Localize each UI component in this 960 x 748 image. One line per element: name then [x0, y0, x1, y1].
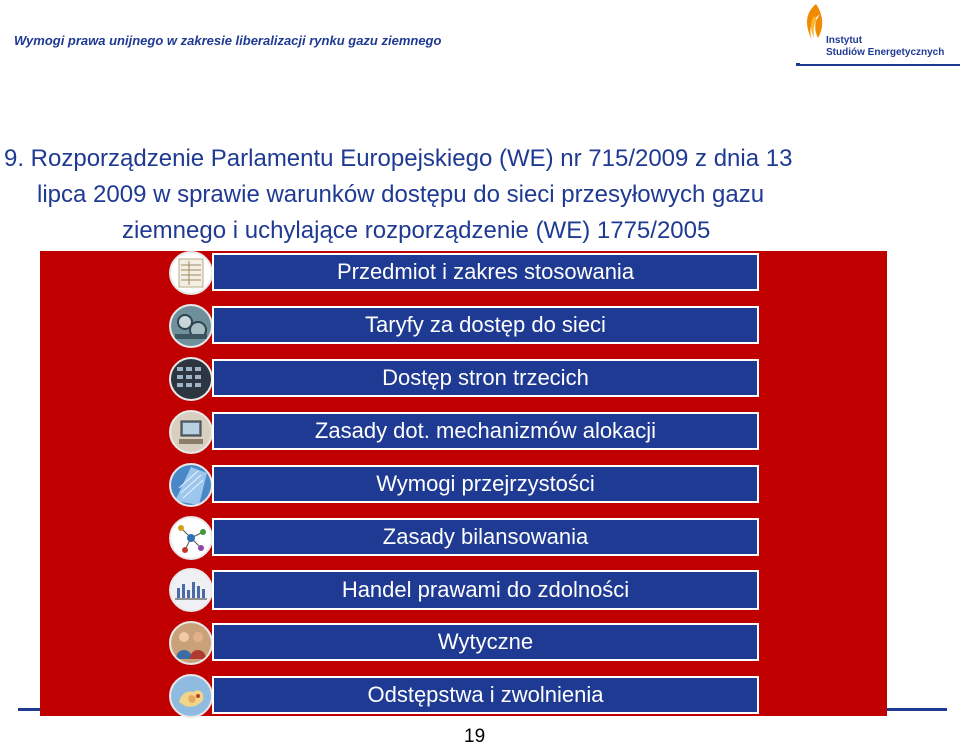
item-bar: Taryfy za dostęp do sieci — [212, 306, 759, 344]
item-bar: Przedmiot i zakres stosowania — [212, 253, 759, 291]
pipes-icon — [169, 304, 213, 348]
presentation-header-title: Wymogi prawa unijnego w zakresie liberalizacji rynku gazu ziemnego — [14, 33, 442, 48]
item-bar: Wymogi przejrzystości — [212, 465, 759, 503]
item-bar: Wytyczne — [212, 623, 759, 661]
europe-map-icon — [169, 674, 213, 718]
institute-logo — [798, 0, 948, 62]
item-bar: Handel prawami do zdolności — [212, 570, 759, 610]
list-item — [0, 674, 960, 724]
slide-title-line-2: lipca 2009 w sprawie warunków dostępu do sieci przesyłowych gazu — [37, 181, 765, 208]
list-item — [0, 516, 960, 566]
people-icon — [169, 621, 213, 665]
list-item — [0, 251, 960, 301]
page-number: 19 — [464, 726, 486, 747]
flame-icon — [802, 2, 826, 42]
chart-document-icon — [169, 568, 213, 612]
logo-line-1: Instytut — [826, 35, 863, 46]
item-bar: Dostęp stron trzecich — [212, 359, 759, 397]
item-bar: Odstępstwa i zwolnienia — [212, 676, 759, 714]
list-item — [0, 568, 960, 618]
slide-title-line-3: ziemnego i uchylające rozporządzenie (WE) 1775/2005 — [122, 217, 711, 244]
control-panel-icon — [169, 357, 213, 401]
list-item — [0, 357, 960, 407]
document-table-icon — [169, 251, 213, 295]
list-item — [0, 621, 960, 671]
logo-line-2: Studiów Energetycznych — [826, 47, 945, 58]
computer-icon — [169, 410, 213, 454]
item-bar: Zasady dot. mechanizmów alokacji — [212, 412, 759, 450]
slide-title-line-1: 9. Rozporządzenie Parlamentu Europejskiego (WE) nr 715/2009 z dnia 13 — [4, 145, 793, 172]
list-item — [0, 304, 960, 354]
glass-building-icon — [169, 463, 213, 507]
item-bar: Zasady bilansowania — [212, 518, 759, 556]
list-item — [0, 463, 960, 513]
list-item — [0, 410, 960, 460]
header-rule — [800, 64, 960, 66]
network-diagram-icon — [169, 516, 213, 560]
